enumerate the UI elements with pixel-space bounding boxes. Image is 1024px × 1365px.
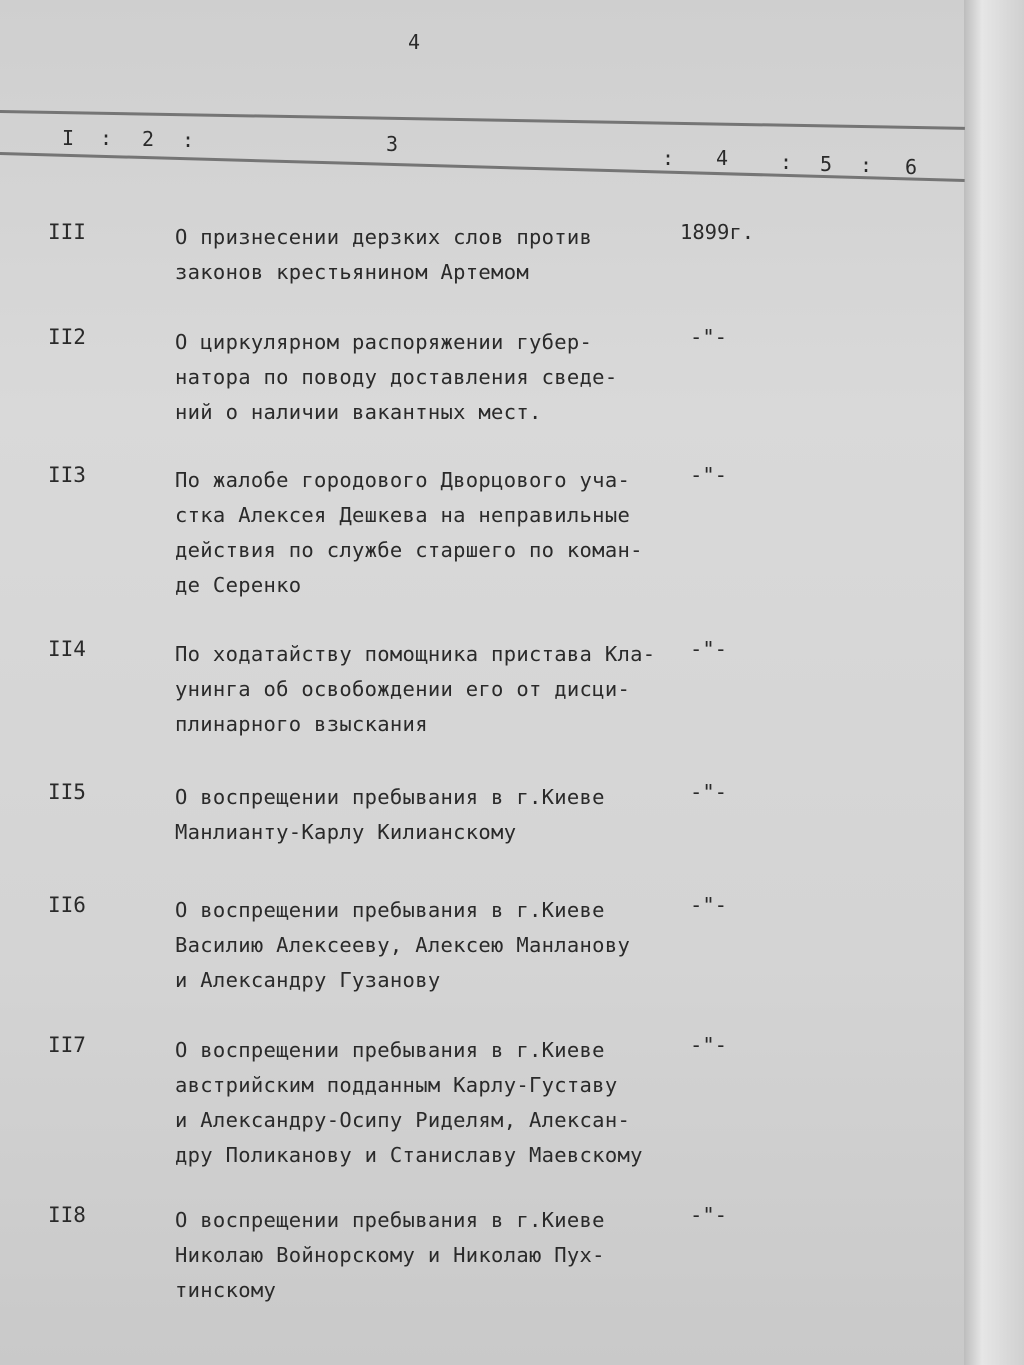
entry-description-line: ний о наличии вакантных мест.	[175, 400, 542, 424]
entry-number: II7	[48, 1033, 86, 1057]
entry-date: -"-	[690, 637, 728, 661]
entry-description-line: стка Алексея Дешкева на неправильные	[175, 503, 631, 527]
column-header-4: 4	[716, 146, 731, 170]
entry-description-line: По жалобе городового Дворцового уча-	[175, 468, 631, 492]
page-number: 4	[408, 30, 421, 54]
column-header-3: 3	[386, 132, 401, 156]
column-separator: :	[182, 128, 197, 152]
entry-number: II5	[48, 780, 86, 804]
entry-description-line: Манлианту-Карлу Килианскому	[175, 820, 517, 844]
page-edge	[964, 0, 1024, 1365]
entry-description-line: натора по поводу доставления сведе-	[175, 365, 618, 389]
column-separator: :	[100, 126, 115, 150]
entry-description-line: действия по службе старшего по коман-	[175, 538, 643, 562]
entry-date: -"-	[690, 1033, 728, 1057]
entry-description-line: О воспрещении пребывания в г.Киеве	[175, 1208, 605, 1232]
entry-number: II8	[48, 1203, 86, 1227]
entry-description-line: О воспрещении пребывания в г.Киеве	[175, 1038, 605, 1062]
entry-description-line: де Серенко	[175, 573, 302, 597]
entry-date: -"-	[690, 1203, 728, 1227]
entry-description-line: австрийским подданным Карлу-Густаву	[175, 1073, 618, 1097]
entry-description-line: О признесении дерзких слов против	[175, 225, 593, 249]
entry-description	[175, 1203, 605, 1308]
entry-description	[175, 220, 592, 290]
entry-description	[175, 637, 655, 742]
column-header-6: 6	[905, 155, 920, 179]
column-header-5: 5	[820, 152, 835, 176]
column-header-1: I	[62, 126, 77, 150]
entry-number: II4	[48, 637, 86, 661]
entry-description-line: плинарного взыскания	[175, 712, 428, 736]
entry-date: -"-	[690, 780, 728, 804]
entry-description-line: О воспрещении пребывания в г.Киеве	[175, 898, 605, 922]
entry-description-line: и Александру Гузанову	[175, 968, 441, 992]
entry-number: II2	[48, 325, 86, 349]
entry-description-line: и Александру-Осипу Риделям, Алексан-	[175, 1108, 631, 1132]
entry-description	[175, 893, 630, 998]
entry-number: III	[48, 220, 86, 244]
entry-number: II6	[48, 893, 86, 917]
column-separator: :	[780, 150, 795, 174]
entry-date: 1899г.	[680, 220, 755, 244]
column-separator: :	[860, 153, 875, 177]
entry-description-line: Николаю Войнорскому и Николаю Пух-	[175, 1243, 605, 1267]
entry-description	[175, 463, 643, 603]
entry-description-line: дру Поликанову и Станиславу Маевскому	[175, 1143, 643, 1167]
entry-description-line: О циркулярном распоряжении губер-	[175, 330, 593, 354]
entry-description	[175, 1033, 643, 1173]
entry-description-line: унинга об освобождении его от дисци-	[175, 677, 631, 701]
entry-description-line: законов крестьянином Артемом	[175, 260, 529, 284]
entry-description-line: О воспрещении пребывания в г.Киеве	[175, 785, 605, 809]
entry-date: -"-	[690, 893, 728, 917]
entry-number: II3	[48, 463, 86, 487]
column-header-2: 2	[142, 127, 157, 151]
entry-date: -"-	[690, 463, 728, 487]
entry-description-line: Василию Алексееву, Алексею Манланову	[175, 933, 631, 957]
entry-description	[175, 780, 605, 850]
entry-description-line: тинскому	[175, 1278, 277, 1302]
entry-date: -"-	[690, 325, 728, 349]
entry-description-line: По ходатайству помощника пристава Кла-	[175, 642, 656, 666]
entry-description	[175, 325, 617, 430]
column-separator: :	[662, 146, 677, 170]
